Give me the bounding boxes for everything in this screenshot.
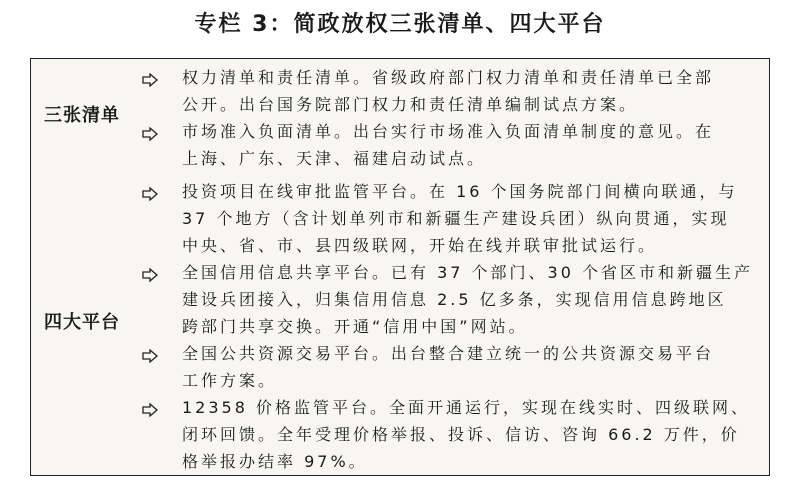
hollow-arrow-icon	[142, 127, 158, 141]
hollow-arrow-icon	[142, 187, 158, 201]
hollow-arrow-icon	[142, 73, 158, 87]
list-item-text: 投资项目在线审批监管平台。在 16 个国务院部门间横向联通，与 37 个地方（含计划单列市和新疆生产建设兵团）纵向贯通，实现 中央、省、市、县四级联网，开始在线并联审批试运行。	[182, 182, 738, 255]
list-item-text: 市场准入负面清单。出台实行市场准入负面清单制度的意见。在 上海、广东、天津、福建启动试点。	[182, 122, 715, 168]
category-label-four-platforms: 四大平台	[44, 312, 120, 333]
category-label-three-lists: 三张清单	[44, 105, 120, 126]
list-item-text: 12358 价格监管平台。全面开通运行，实现在线实时、四级联网、 闭环回馈。全年受理价格举报、投诉、信访、咨询 66.2 万件，价 格举报办结率 97%。	[182, 398, 750, 471]
list-item-text: 全国公共资源交易平台。出台整合建立统一的公共资源交易平台 工作方案。	[182, 344, 715, 390]
hollow-arrow-icon	[142, 349, 158, 363]
list-item-text: 权力清单和责任清单。省级政府部门权力清单和责任清单已全部 公开。出台国务院部门权力和责任清单编制试点方案。	[182, 68, 715, 114]
page-title: 专栏 3：简政放权三张清单、四大平台	[194, 12, 606, 37]
hollow-arrow-icon	[142, 403, 158, 417]
hollow-arrow-icon	[142, 268, 158, 282]
list-item-text: 全国信用信息共享平台。已有 37 个部门、30 个省区市和新疆生产 建设兵团接入，归集信用信息 2.5 亿多条，实现信用信息跨地区 跨部门共享交换。开通“信用中国”网站。	[182, 263, 753, 336]
